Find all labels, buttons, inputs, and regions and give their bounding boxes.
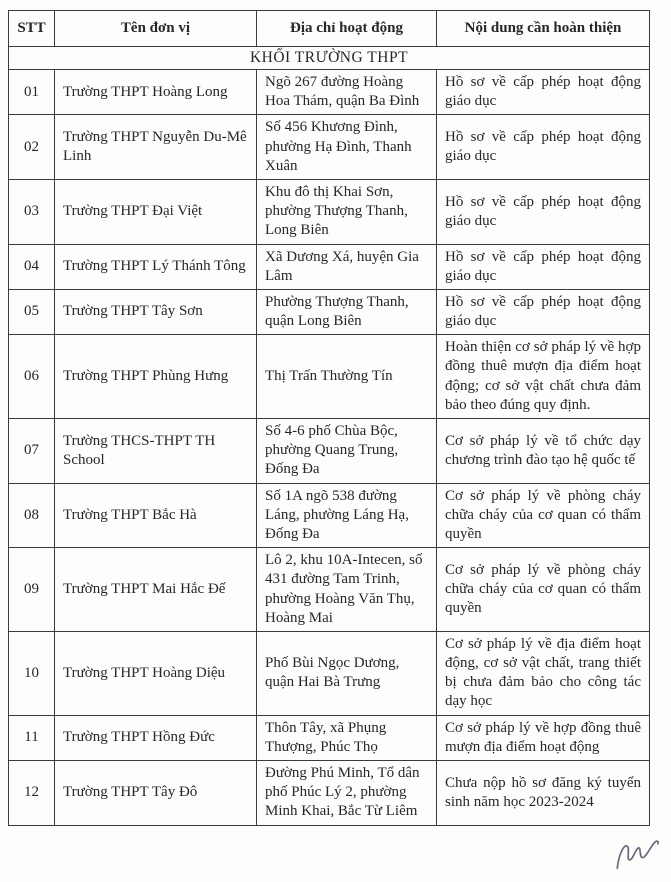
unit-name-cell: Trường THPT Hoàng Long — [55, 70, 257, 115]
content-cell: Hoàn thiện cơ sở pháp lý về hợp đồng thuê mượn địa điểm hoạt động; cơ sở vật chất chưa đảm bảo theo đúng quy định. — [437, 335, 650, 419]
unit-name-cell: Trường THPT Tây Đô — [55, 761, 257, 826]
address-cell: Phố Bùi Ngọc Dương, quận Hai Bà Trưng — [257, 631, 437, 715]
unit-name-cell: Trường THPT Đại Việt — [55, 179, 257, 244]
stt-cell: 05 — [9, 289, 55, 334]
table-row — [9, 548, 650, 632]
table-row — [9, 761, 650, 826]
address-cell: Thôn Tây, xã Phụng Thượng, Phúc Thọ — [257, 715, 437, 760]
content-cell: Hồ sơ về cấp phép hoạt động giáo dục — [437, 115, 650, 180]
address-cell: Ngõ 267 đường Hoàng Hoa Thám, quận Ba Đình — [257, 70, 437, 115]
address-cell: Thị Trấn Thường Tín — [257, 335, 437, 419]
content-cell: Chưa nộp hồ sơ đăng ký tuyển sinh năm học 2023-2024 — [437, 761, 650, 826]
stt-cell: 06 — [9, 335, 55, 419]
address-cell: Xã Dương Xá, huyện Gia Lâm — [257, 244, 437, 289]
unit-name-cell: Trường THPT Tây Sơn — [55, 289, 257, 334]
stt-cell: 03 — [9, 179, 55, 244]
unit-name-cell: Trường THPT Nguyễn Du-Mê Linh — [55, 115, 257, 180]
column-header-address: Địa chỉ hoạt động — [257, 11, 437, 47]
content-cell: Hồ sơ về cấp phép hoạt động giáo dục — [437, 289, 650, 334]
content-cell: Cơ sở pháp lý về phòng cháy chữa cháy của cơ quan có thẩm quyền — [437, 548, 650, 632]
unit-name-cell: Trường THPT Hồng Đức — [55, 715, 257, 760]
stt-cell: 04 — [9, 244, 55, 289]
schools-completion-table — [8, 10, 650, 826]
table-row — [9, 715, 650, 760]
table-row — [9, 115, 650, 180]
unit-name-cell: Trường THPT Phùng Hưng — [55, 335, 257, 419]
stt-cell: 01 — [9, 70, 55, 115]
table-row — [9, 289, 650, 334]
stt-cell: 09 — [9, 548, 55, 632]
address-cell: Đường Phú Minh, Tổ dân phố Phúc Lý 2, phường Minh Khai, Bắc Từ Liêm — [257, 761, 437, 826]
stt-cell: 10 — [9, 631, 55, 715]
content-cell: Cơ sở pháp lý về phòng cháy chữa cháy của cơ quan có thẩm quyền — [437, 483, 650, 548]
table-row — [9, 419, 650, 484]
address-cell: Lô 2, khu 10A-Intecen, số 431 đường Tam Trinh, phường Hoàng Văn Thụ, Hoàng Mai — [257, 548, 437, 632]
section-header-row — [9, 47, 650, 70]
unit-name-cell: Trường THCS-THPT TH School — [55, 419, 257, 484]
header-row — [9, 11, 650, 47]
unit-name-cell: Trường THPT Lý Thánh Tông — [55, 244, 257, 289]
unit-name-cell: Trường THPT Hoàng Diệu — [55, 631, 257, 715]
address-cell: Khu đô thị Khai Sơn, phường Thượng Thanh, Long Biên — [257, 179, 437, 244]
content-cell: Cơ sở pháp lý về hợp đồng thuê mượn địa điểm hoạt động — [437, 715, 650, 760]
signature-squiggle-icon — [610, 833, 666, 876]
section-title: KHỐI TRƯỜNG THPT — [9, 47, 650, 70]
table-row — [9, 179, 650, 244]
content-cell: Cơ sở pháp lý về địa điểm hoạt động, cơ sở vật chất, trang thiết bị chưa đảm bảo cho công tác dạy học — [437, 631, 650, 715]
stt-cell: 07 — [9, 419, 55, 484]
unit-name-cell: Trường THPT Bắc Hà — [55, 483, 257, 548]
table-row — [9, 631, 650, 715]
content-cell: Hồ sơ về cấp phép hoạt động giáo dục — [437, 179, 650, 244]
table-header — [9, 11, 650, 47]
stt-cell: 12 — [9, 761, 55, 826]
unit-name-cell: Trường THPT Mai Hắc Đế — [55, 548, 257, 632]
table-row — [9, 483, 650, 548]
table-body — [9, 47, 650, 825]
stt-cell: 02 — [9, 115, 55, 180]
stt-cell: 08 — [9, 483, 55, 548]
content-cell: Hồ sơ về cấp phép hoạt động giáo dục — [437, 70, 650, 115]
content-cell: Cơ sở pháp lý về tổ chức dạy chương trình đào tạo hệ quốc tế — [437, 419, 650, 484]
address-cell: Số 456 Khương Đình, phường Hạ Đình, Thanh Xuân — [257, 115, 437, 180]
column-header-unit-name: Tên đơn vị — [55, 11, 257, 47]
table-row — [9, 70, 650, 115]
address-cell: Phường Thượng Thanh, quận Long Biên — [257, 289, 437, 334]
stt-cell: 11 — [9, 715, 55, 760]
column-header-content: Nội dung cần hoàn thiện — [437, 11, 650, 47]
table-row — [9, 244, 650, 289]
address-cell: Số 1A ngõ 538 đường Láng, phường Láng Hạ, Đống Đa — [257, 483, 437, 548]
content-cell: Hồ sơ về cấp phép hoạt động giáo dục — [437, 244, 650, 289]
address-cell: Số 4-6 phố Chùa Bộc, phường Quang Trung, Đống Đa — [257, 419, 437, 484]
column-header-stt: STT — [9, 11, 55, 47]
table-row — [9, 335, 650, 419]
